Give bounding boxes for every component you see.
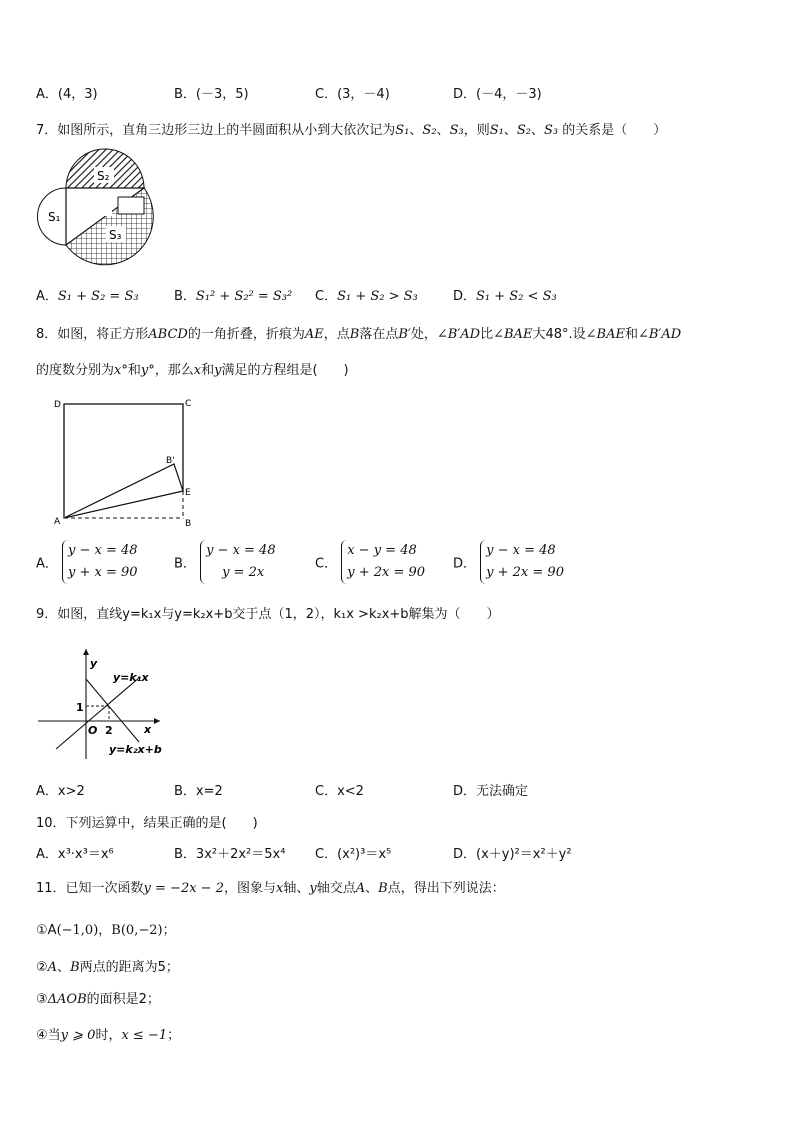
q8-fig-label-e: E: [185, 488, 191, 498]
q8-option-b: B． y − x = 48 y = 2x: [174, 540, 276, 584]
q8-stem-line2: 的度数分别为x°和y°，那么x和y满足的方程组是( ): [36, 363, 349, 378]
q11-stem: 11．已知一次函数y = −2x − 2，图象与x轴、y轴交点A、B点，得出下列说法：: [36, 881, 505, 896]
q7-stem: 7．如图所示，直角三边形三边上的半圆面积从小到大依次记为S₁、S₂、S₃，则S₁、S₂、S₃ 的关系是（ ）: [36, 123, 667, 138]
q8-option-a: A． y − x = 48 y + x = 90: [36, 540, 138, 584]
q11-statement-1: ①A(−1,0)，B(0,−2)；: [36, 923, 176, 938]
q8-square-fold-figure: [48, 393, 198, 531]
q7-option-c: C．S₁ + S₂ > S₃: [315, 289, 418, 304]
q10-option-b: B．3x²＋2x²＝5x⁴: [174, 847, 286, 862]
q8-option-c: C． x − y = 48 y + 2x = 90: [315, 540, 425, 584]
q8-fig-label-bprime: B': [166, 456, 175, 466]
q10-option-c: C．(x²)³＝x⁵: [315, 847, 392, 862]
q6-option-b: B．(－3，5): [174, 87, 249, 102]
q11-statement-3: ③ΔAOB的面积是2；: [36, 992, 160, 1007]
q9-option-a: A．x>2: [36, 784, 85, 799]
q9-option-b: B．x=2: [174, 784, 223, 799]
q7-option-b: B．S₁² + S₂² = S₃²: [174, 289, 293, 304]
q9-fig-axis-x: x: [144, 723, 152, 736]
q9-fig-origin: O: [88, 724, 98, 737]
q10-option-d: D．(x＋y)²＝x²＋y²: [453, 847, 572, 862]
q8-stem-line1: 8．如图，将正方形ABCD的一角折叠，折痕为AE，点B落在点B′处，∠B′AD比∠BAE大48°.设∠BAE和∠B′AD: [36, 327, 682, 342]
q9-stem: 9．如图，直线y=k₁x与y=k₂x+b交于点（1，2），k₁x >k₂x+b解集为（ ）: [36, 607, 500, 622]
q9-fig-line2-label: y=k₂x+b: [109, 743, 162, 756]
q7-option-d: D．S₁ + S₂ < S₃: [453, 289, 557, 304]
q6-option-d: D．(－4，－3): [453, 87, 542, 102]
q10-stem: 10．下列运算中，结果正确的是( ): [36, 816, 258, 831]
q7-option-a: A．S₁ + S₂ = S₃: [36, 289, 139, 304]
q8-fig-label-d: D: [54, 400, 61, 410]
q6-option-c: C．(3，－4): [315, 87, 390, 102]
q9-fig-axis-y: y: [90, 657, 98, 670]
q8-fig-label-c: C: [185, 399, 192, 409]
q9-fig-line1-label: y=k₁x: [113, 671, 149, 684]
q8-fig-label-a: A: [54, 517, 61, 527]
q7-semicircle-figure: [36, 148, 156, 270]
q10-option-a: A．x³·x³＝x⁶: [36, 847, 114, 862]
q11-statement-2: ②A、B两点的距离为5；: [36, 960, 179, 975]
q9-line-graph: [36, 645, 166, 763]
q9-option-c: C．x<2: [315, 784, 364, 799]
q6-option-a: A．(4，3): [36, 87, 98, 102]
q8-fig-label-b: B: [185, 519, 192, 529]
q9-option-d: D．无法确定: [453, 784, 529, 799]
q11-statement-4: ④当y ⩾ 0时，x ≤ −1；: [36, 1028, 181, 1043]
q8-option-d: D． y − x = 48 y + 2x = 90: [453, 540, 564, 584]
q7-fig-label-s2: S₂: [97, 169, 110, 183]
q7-fig-label-s3: S₃: [109, 228, 122, 242]
q9-fig-tick-1: 1: [76, 701, 84, 714]
q9-fig-tick-2: 2: [105, 724, 113, 737]
q7-fig-label-s1: S₁: [48, 210, 61, 224]
